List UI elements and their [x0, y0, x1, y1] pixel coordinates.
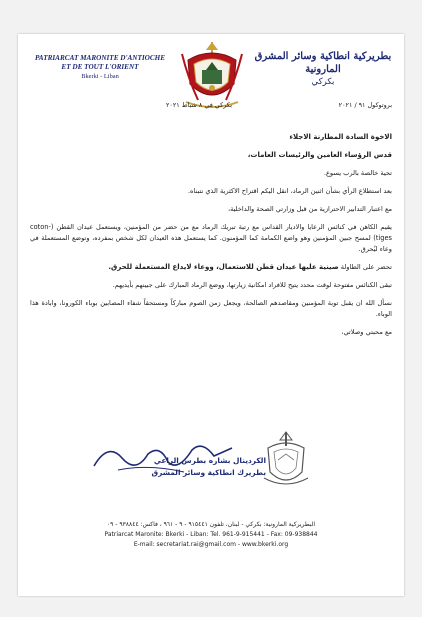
letter-footer — [24, 520, 398, 550]
footer-contact: E-mail: secretariat.rai@gmail.com - www.bkerki.org — [133, 541, 289, 548]
letterhead-arabic-line2: بكركي — [311, 77, 335, 87]
paragraph-measures: مع اعتبار التدابير الاحترازية من قبل وزارتي الصحة والداخلية، — [227, 205, 392, 213]
salutation-superiors: قدس الرؤساء العامين والرئيسات العامات، — [247, 151, 392, 159]
paragraph-table — [30, 262, 392, 273]
paragraph-table-bold: صينية عليها عيدان قطن للاستعمال، ووعاء لايداع المستعملة للحرق. — [108, 263, 339, 271]
letter-body — [30, 132, 392, 345]
paragraph-churches: تبقى الكنائس مفتوحة لوقت محدد يتيح للافراد امكانية زيارتها، ووضع الرماد المبارك على جبينهم بأيديهم. — [112, 281, 392, 289]
signatory-name: الكردينال بشاره بطرس الراعي — [153, 456, 266, 465]
signatory-title: بطريرك انطاكية وسائر المشرق — [151, 468, 266, 477]
paragraph-prayer: نسأل الله ان يقبل توبة المؤمنين ومقاصدهم الصالحة، ويجعل زمن الصوم مباركاً ومستحقاً شفاء المصابين بوباء الكورونا، وابادة هذا الوباء. — [30, 299, 392, 318]
paragraph-ritual: يقيم الكاهن في كنائس الرعايا والاديار القداس مع رتبة تبريك الرماد مع من حضر من المؤمنين، ويستعمل عيدان القطن (coton-tiges) لمسح جبين المؤمنين وهو واضع الكمامة كما المؤمنون. كما يستعمل هذه العيدان لكل شخص بمفرده، وتوضع المستعملة في وعاء ليُحرق. — [30, 223, 392, 253]
letterhead-latin-line1: PATRIARCAT MARONITE D'ANTIOCHE — [34, 54, 166, 62]
signatory — [116, 455, 266, 479]
letterhead-arabic-line1: بطريركية انطاكية وسائر المشرق المارونية — [254, 51, 392, 75]
paragraph-greeting: تحية خالصة بالرب يسوع. — [323, 169, 392, 177]
letter-page — [18, 34, 404, 596]
letterhead-latin-line2: ET DE TOUT L'ORIENT — [61, 63, 139, 71]
letterhead-latin — [24, 54, 176, 81]
letter-date: بكركي في ٨ شباط ٢٠٢١ — [165, 101, 232, 109]
seal-stamp-icon — [262, 430, 310, 490]
salutation-bishops: الاخوة السادة المطارنة الاجلاء — [289, 133, 392, 141]
footer-arabic-address: البطريركية المارونية: بكركي - لبنان، تلفون ٩١٥٤٤١ - ٩ - ٩٦١ ، فاكس: ٩٣٨٨٤٤ - ٠٩ — [106, 521, 316, 528]
protocol-number: بروتوكول ٩١ / ٢٠٢١ — [338, 101, 392, 109]
closing-line: مع محبتي وصلاتي، — [341, 328, 392, 336]
coat-of-arms-icon — [178, 40, 246, 110]
letterhead-latin-line3: Bkerki - Liban — [81, 73, 119, 80]
paragraph-table-intro: تحضر على الطاولة — [340, 263, 392, 271]
paragraph-survey: بعد استطلاع الرأي بشأن اثنين الرماد، انقل اليكم اقتراح الاكثرية الذي نتبناه. — [187, 187, 392, 195]
footer-latin-address: Patriarcat Maronite: Bkerki - Liban: Tel. 961-9-915441 - Fax: 09-938844 — [104, 531, 318, 538]
letterhead-arabic — [248, 50, 398, 89]
